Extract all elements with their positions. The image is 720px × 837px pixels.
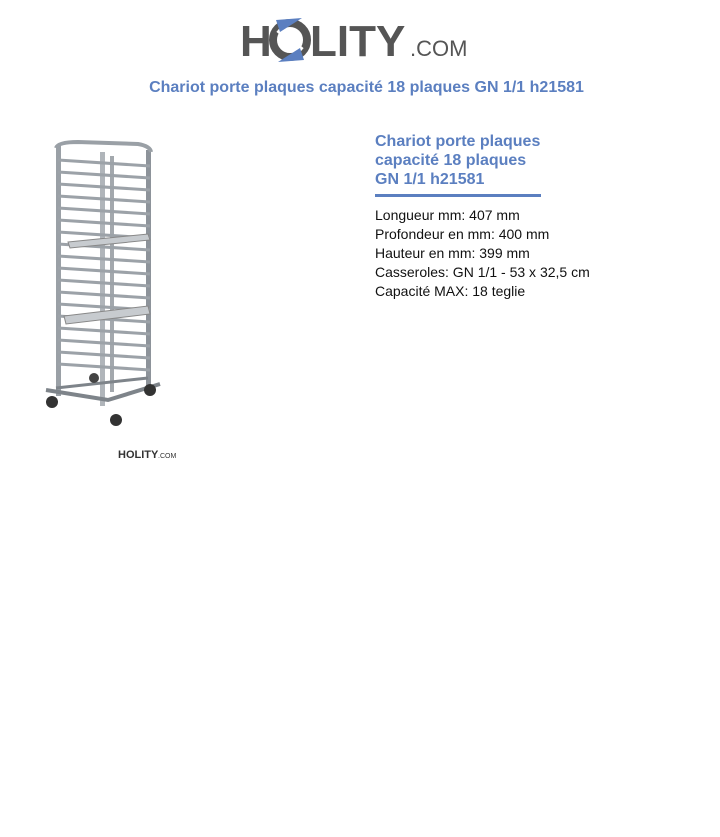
product-name-line: GN 1/1 h21581 bbox=[375, 171, 485, 188]
product-image[interactable] bbox=[38, 138, 166, 438]
title-underline bbox=[375, 194, 541, 197]
svg-text:.COM: .COM bbox=[410, 36, 468, 61]
spec-length: Longueur mm: 407 mm bbox=[375, 207, 520, 223]
svg-text:HOLITY: HOLITY bbox=[118, 449, 159, 461]
spec-height: Hauteur en mm: 399 mm bbox=[375, 245, 530, 261]
image-watermark-logo bbox=[118, 447, 182, 461]
spec-depth: Profondeur en mm: 400 mm bbox=[375, 226, 550, 242]
svg-text:.COM: .COM bbox=[158, 453, 177, 460]
svg-text:LITY: LITY bbox=[310, 17, 406, 66]
spec-pans: Casseroles: GN 1/1 - 53 x 32,5 cm bbox=[375, 264, 590, 280]
product-info bbox=[375, 132, 675, 301]
product-name bbox=[375, 132, 550, 189]
spec-capacity: Capacité MAX: 18 teglie bbox=[375, 283, 526, 299]
product-name-line: Chariot porte plaques bbox=[375, 133, 541, 150]
product-name-line: capacité 18 plaques bbox=[375, 152, 527, 169]
brand-logo[interactable] bbox=[240, 12, 480, 68]
page-title: Chariot porte plaques capacité 18 plaques GN 1/1 h21581 bbox=[149, 79, 584, 96]
svg-text:H: H bbox=[240, 17, 272, 66]
